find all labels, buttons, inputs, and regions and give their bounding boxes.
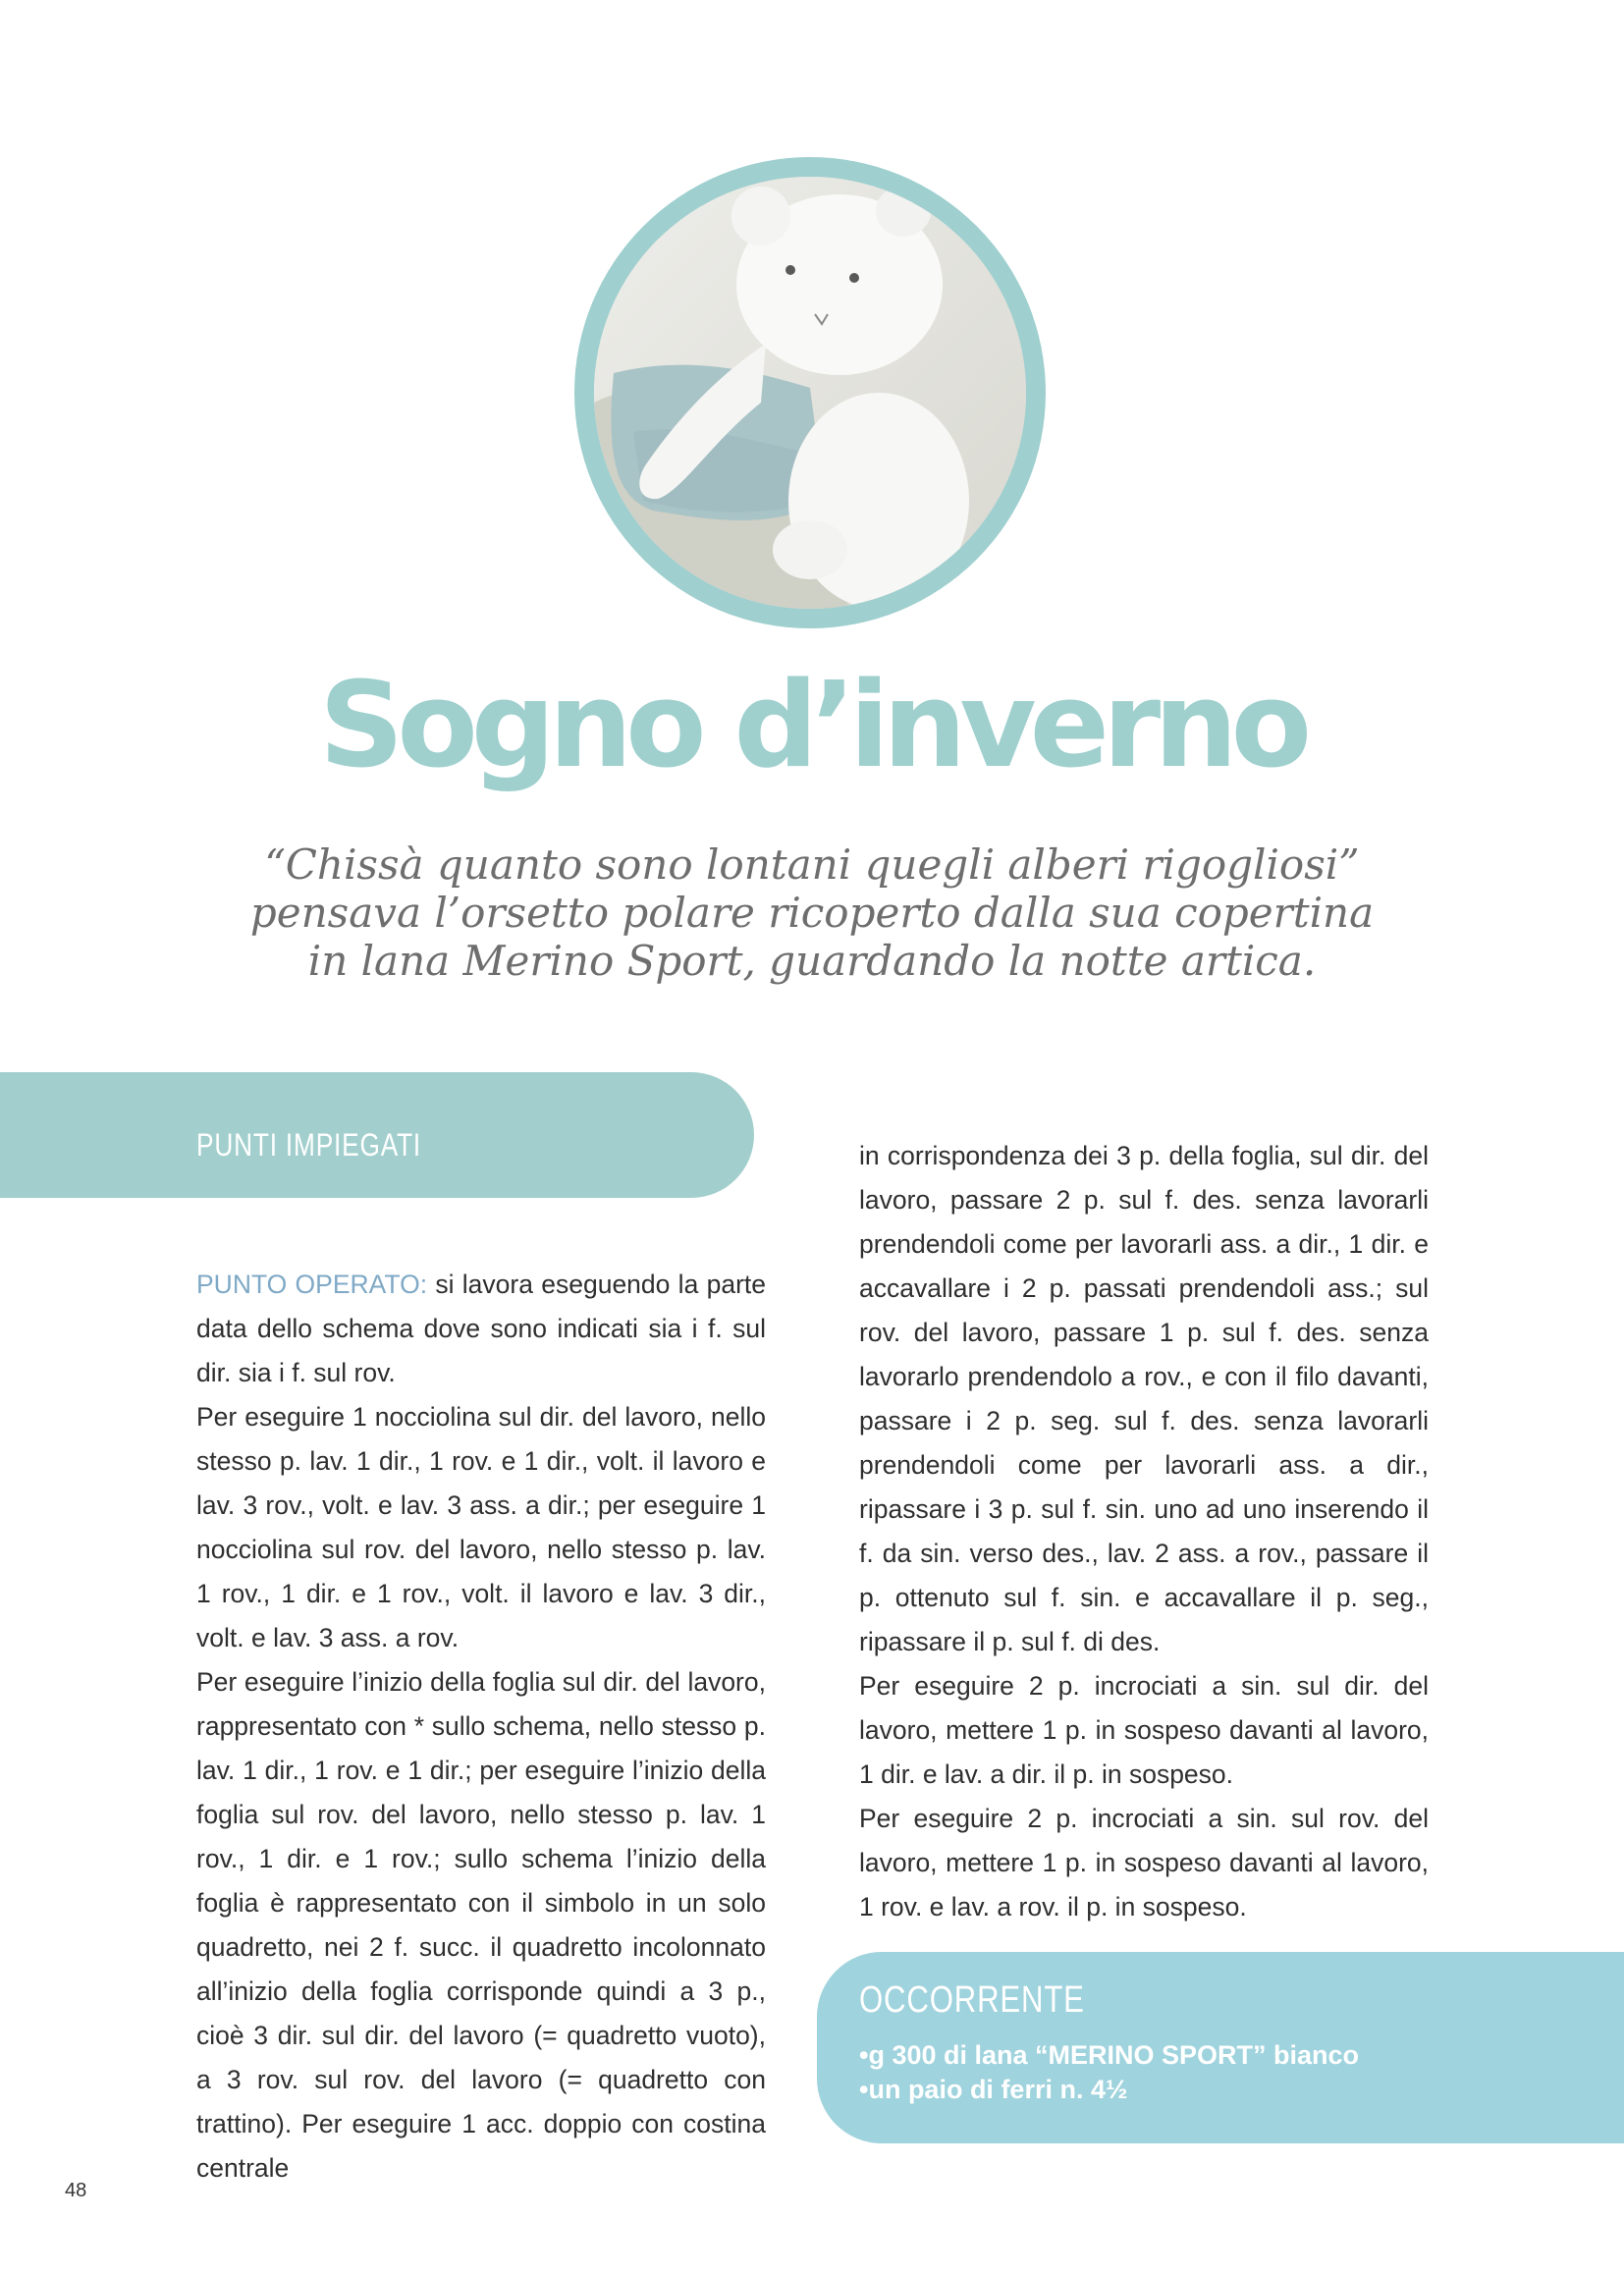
left-column (196, 1263, 766, 2191)
page-title: Sogno d’inverno (318, 658, 1306, 794)
quote-line: in lana Merino Sport, guardando la notte artica. (307, 937, 1317, 985)
materials-heading: OCCORRENTE (859, 1979, 1085, 2021)
paragraph: Per eseguire 2 p. incrociati a sin. sul rov. del lavoro, mettere 1 p. in sospeso davanti al lavoro, 1 rov. e lav. a rov. il p. in sospeso. (859, 1804, 1429, 1921)
quote-line: “Chissà quanto sono lontani quegli alberi rigogliosi” (264, 840, 1360, 889)
paragraph: Per eseguire l’inizio della foglia sul dir. del lavoro, rappresentato con * sullo schema, nello stesso p. lav. 1 dir., 1 rov. e 1 dir.; per eseguire l’inizio della foglia sul rov. del lavoro, nello stesso p. lav. 1 rov., 1 dir. e 1 rov.; sullo schema l’inizio della foglia è rappresentato con il simbolo in un solo quadretto, nei 2 f. succ. il quadretto incolonnato all’inizio della foglia corrisponde quindi a 3 p., cioè 3 dir. sul dir. del lavoro (= quadretto vuoto), a 3 rov. sul rov. del lavoro (= quadretto con trattino). Per eseguire 1 acc. doppio con costina centrale (196, 1667, 766, 2183)
paragraph: Per eseguire 1 nocciolina sul dir. del lavoro, nello stesso p. lav. 1 dir., 1 rov. e 1 dir., volt. il lavoro e lav. 3 rov., volt. e lav. 3 ass. a dir.; per eseguire 1 nocciolina sul rov. del lavoro, nello stesso p. lav. 1 rov., 1 dir. e 1 rov., volt. il lavoro e lav. 3 dir., volt. e lav. 3 ass. a rov. (196, 1402, 766, 1652)
page-number: 48 (65, 2180, 87, 2201)
section-heading: PUNTI IMPIEGATI (196, 1127, 422, 1163)
paragraph-text: si lavora eseguendo la parte data dello schema dove sono indicati sia i f. sul dir. sia i f. sul rov. (196, 1270, 766, 1387)
lead-label: PUNTO OPERATO: (196, 1270, 428, 1299)
teddy-bear-photo (594, 177, 1026, 609)
paragraph (196, 1263, 766, 1395)
intro-quote (0, 840, 1624, 985)
quote-line: pensava l’orsetto polare ricoperto dalla sua copertina (249, 889, 1375, 937)
materials-list (859, 2038, 1359, 2107)
right-column (859, 1134, 1429, 1929)
photo-frame (574, 157, 1046, 628)
list-item: • g 300 di lana “MERINO SPORT” bianco (859, 2038, 1359, 2073)
paragraph: Per eseguire 2 p. incrociati a sin. sul dir. del lavoro, mettere 1 p. in sospeso davanti al lavoro, 1 dir. e lav. a dir. il p. in sospeso. (859, 1671, 1429, 1789)
paragraph: in corrispondenza dei 3 p. della foglia, sul dir. del lavoro, passare 2 p. sul f. des. senza lavorarli prendendoli come per lavorarli ass. a dir., 1 dir. e accavallare i 2 p. passati prendendoli ass.; sul rov. del lavoro, passare 1 p. sul f. des. senza lavorarlo prendendolo a rov., e con il filo davanti, passare i 2 p. seg. sul f. des. senza lavorarli prendendoli come per lavorarli ass. a dir., ripassare i 3 p. sul f. sin. uno ad uno inserendo il f. da sin. verso des., lav. 2 ass. a rov., passare il p. ottenuto sul f. sin. e accavallare il p. seg., ripassare il p. sul f. di des. (859, 1141, 1429, 1656)
list-item: • un paio di ferri n. 4½ (859, 2073, 1359, 2107)
